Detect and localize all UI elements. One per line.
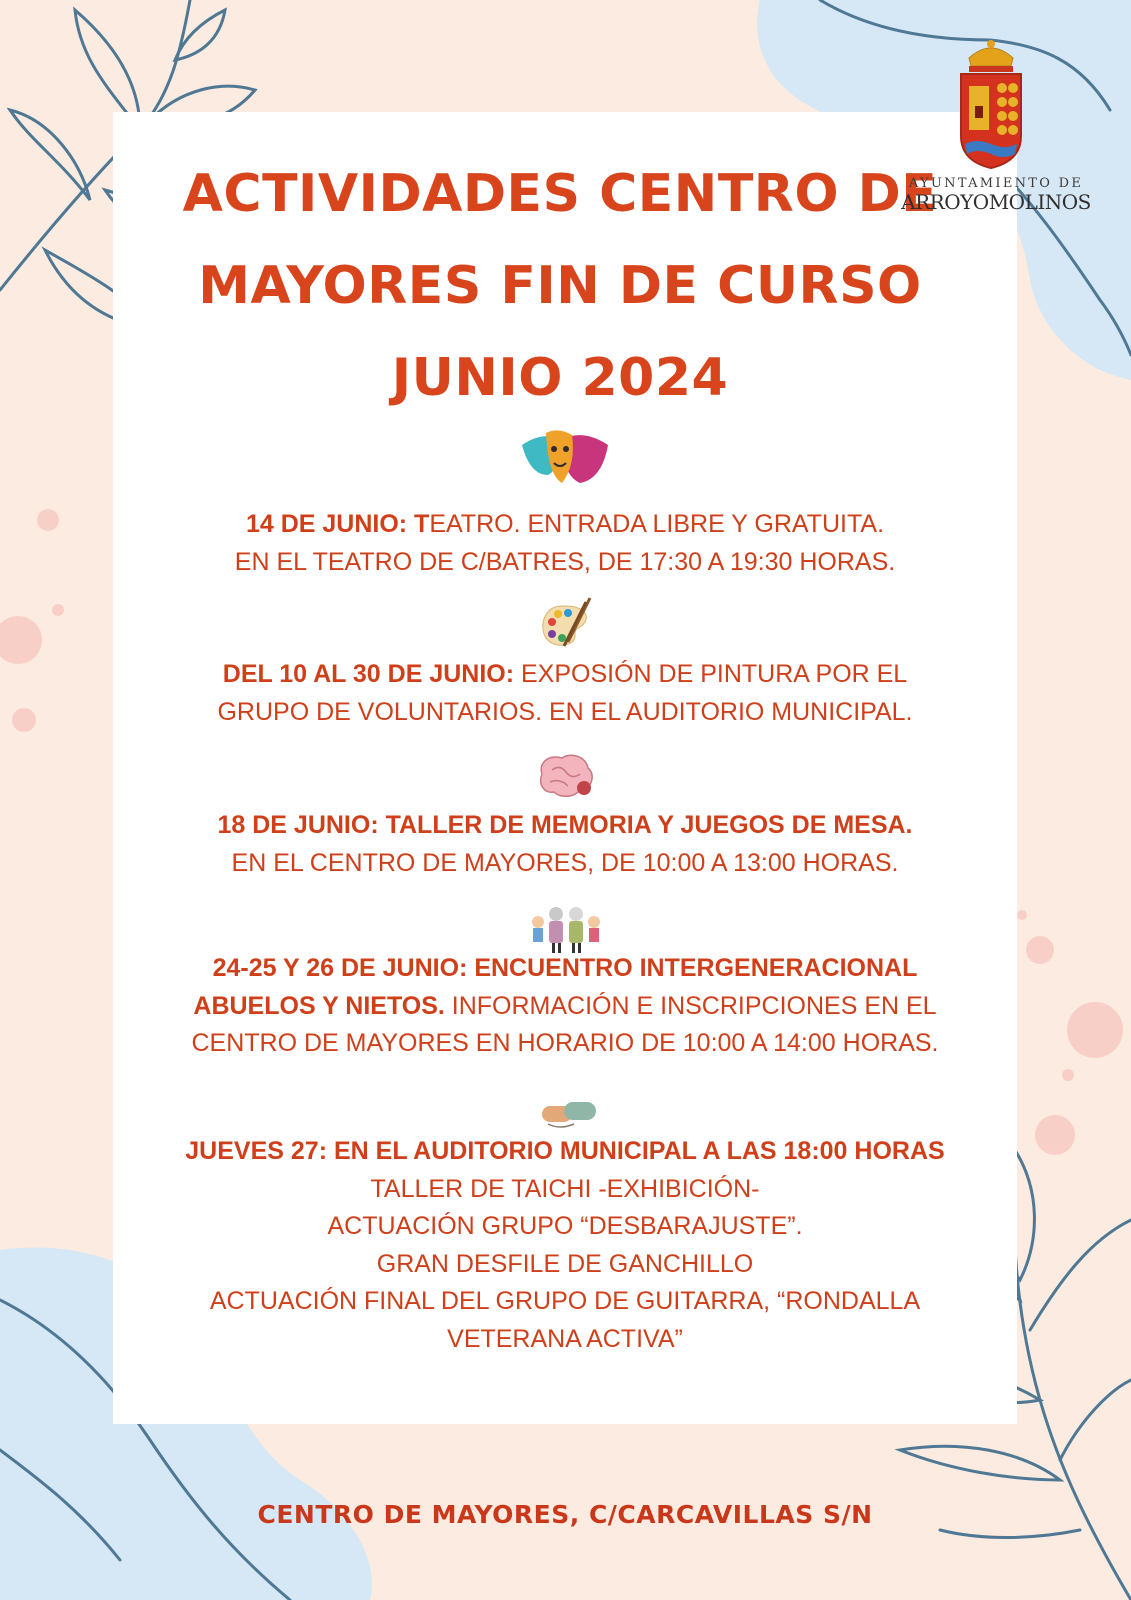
event-memory-title: 18 DE JUNIO: TALLER DE MEMORIA Y JUEGOS DE MESA. xyxy=(217,811,913,839)
event-theater xyxy=(113,506,1017,581)
event-painting xyxy=(113,656,1017,731)
event-intergenerational-line-2: CENTRO DE MAYORES EN HORARIO DE 10:00 A 14:00 HORAS. xyxy=(191,1029,939,1057)
title-line-2: MAYORES FIN DE CURSO xyxy=(198,256,922,316)
event-theater-date: 14 DE JUNIO: T xyxy=(245,510,430,538)
page-title xyxy=(180,148,940,424)
event-painting-line-1: EXPOSIÓN DE PINTURA POR EL xyxy=(514,660,908,688)
event-final-day-title: JUEVES 27: EN EL AUDITORIO MUNICIPAL A LAS 18:00 HORAS xyxy=(185,1137,945,1165)
yarn-icon xyxy=(540,1098,598,1132)
title-line-1: ACTIVIDADES CENTRO DE xyxy=(182,164,938,224)
event-intergenerational-title-2: ABUELOS Y NIETOS. xyxy=(193,991,445,1020)
event-final-day-line-4: ACTUACIÓN FINAL DEL GRUPO DE GUITARRA, “RONDALLA xyxy=(209,1287,921,1315)
municipal-crest-icon xyxy=(955,36,1027,176)
footer-address: CENTRO DE MAYORES, C/CARCAVILLAS S/N xyxy=(257,1500,873,1529)
event-painting-date: DEL 10 AL 30 DE JUNIO: xyxy=(222,660,515,688)
event-theater-line-2: EN EL TEATRO DE C/BATRES, DE 17:30 A 19:30 HORAS. xyxy=(234,547,896,576)
paint-palette-icon xyxy=(538,596,594,654)
event-intergenerational-title-1: 24-25 Y 26 DE JUNIO: ENCUENTRO INTERGENERACIONAL xyxy=(212,954,918,982)
family-icon xyxy=(528,904,606,954)
theater-masks-icon xyxy=(518,425,613,493)
event-final-day xyxy=(113,1133,1017,1358)
event-theater-line-1: EATRO. ENTRADA LIBRE Y GRATUITA. xyxy=(429,510,885,538)
logo-subtitle: AYUNTAMIENTO DE xyxy=(908,176,1084,191)
event-intergenerational-line-1: INFORMACIÓN E INSCRIPCIONES EN EL xyxy=(444,991,937,1020)
event-memory-line-1: EN EL CENTRO DE MAYORES, DE 10:00 A 13:00 HORAS. xyxy=(231,848,899,877)
event-memory xyxy=(113,807,1017,882)
event-painting-line-2: GRUPO DE VOLUNTARIOS. EN EL AUDITORIO MUNICIPAL. xyxy=(217,697,913,726)
event-intergenerational xyxy=(113,950,1017,1063)
event-final-day-line-3: GRAN DESFILE DE GANCHILLO xyxy=(376,1249,754,1278)
title-line-3: JUNIO 2024 xyxy=(391,348,729,408)
event-final-day-line-5: VETERANA ACTIVA” xyxy=(447,1324,683,1353)
event-final-day-line-1: TALLER DE TAICHI -EXHIBICIÓN- xyxy=(370,1174,760,1203)
logo-title: ARROYOMOLINOS xyxy=(901,190,1091,214)
event-final-day-line-2: ACTUACIÓN GRUPO “DESBARAJUSTE”. xyxy=(327,1212,803,1240)
brain-icon xyxy=(534,750,596,802)
